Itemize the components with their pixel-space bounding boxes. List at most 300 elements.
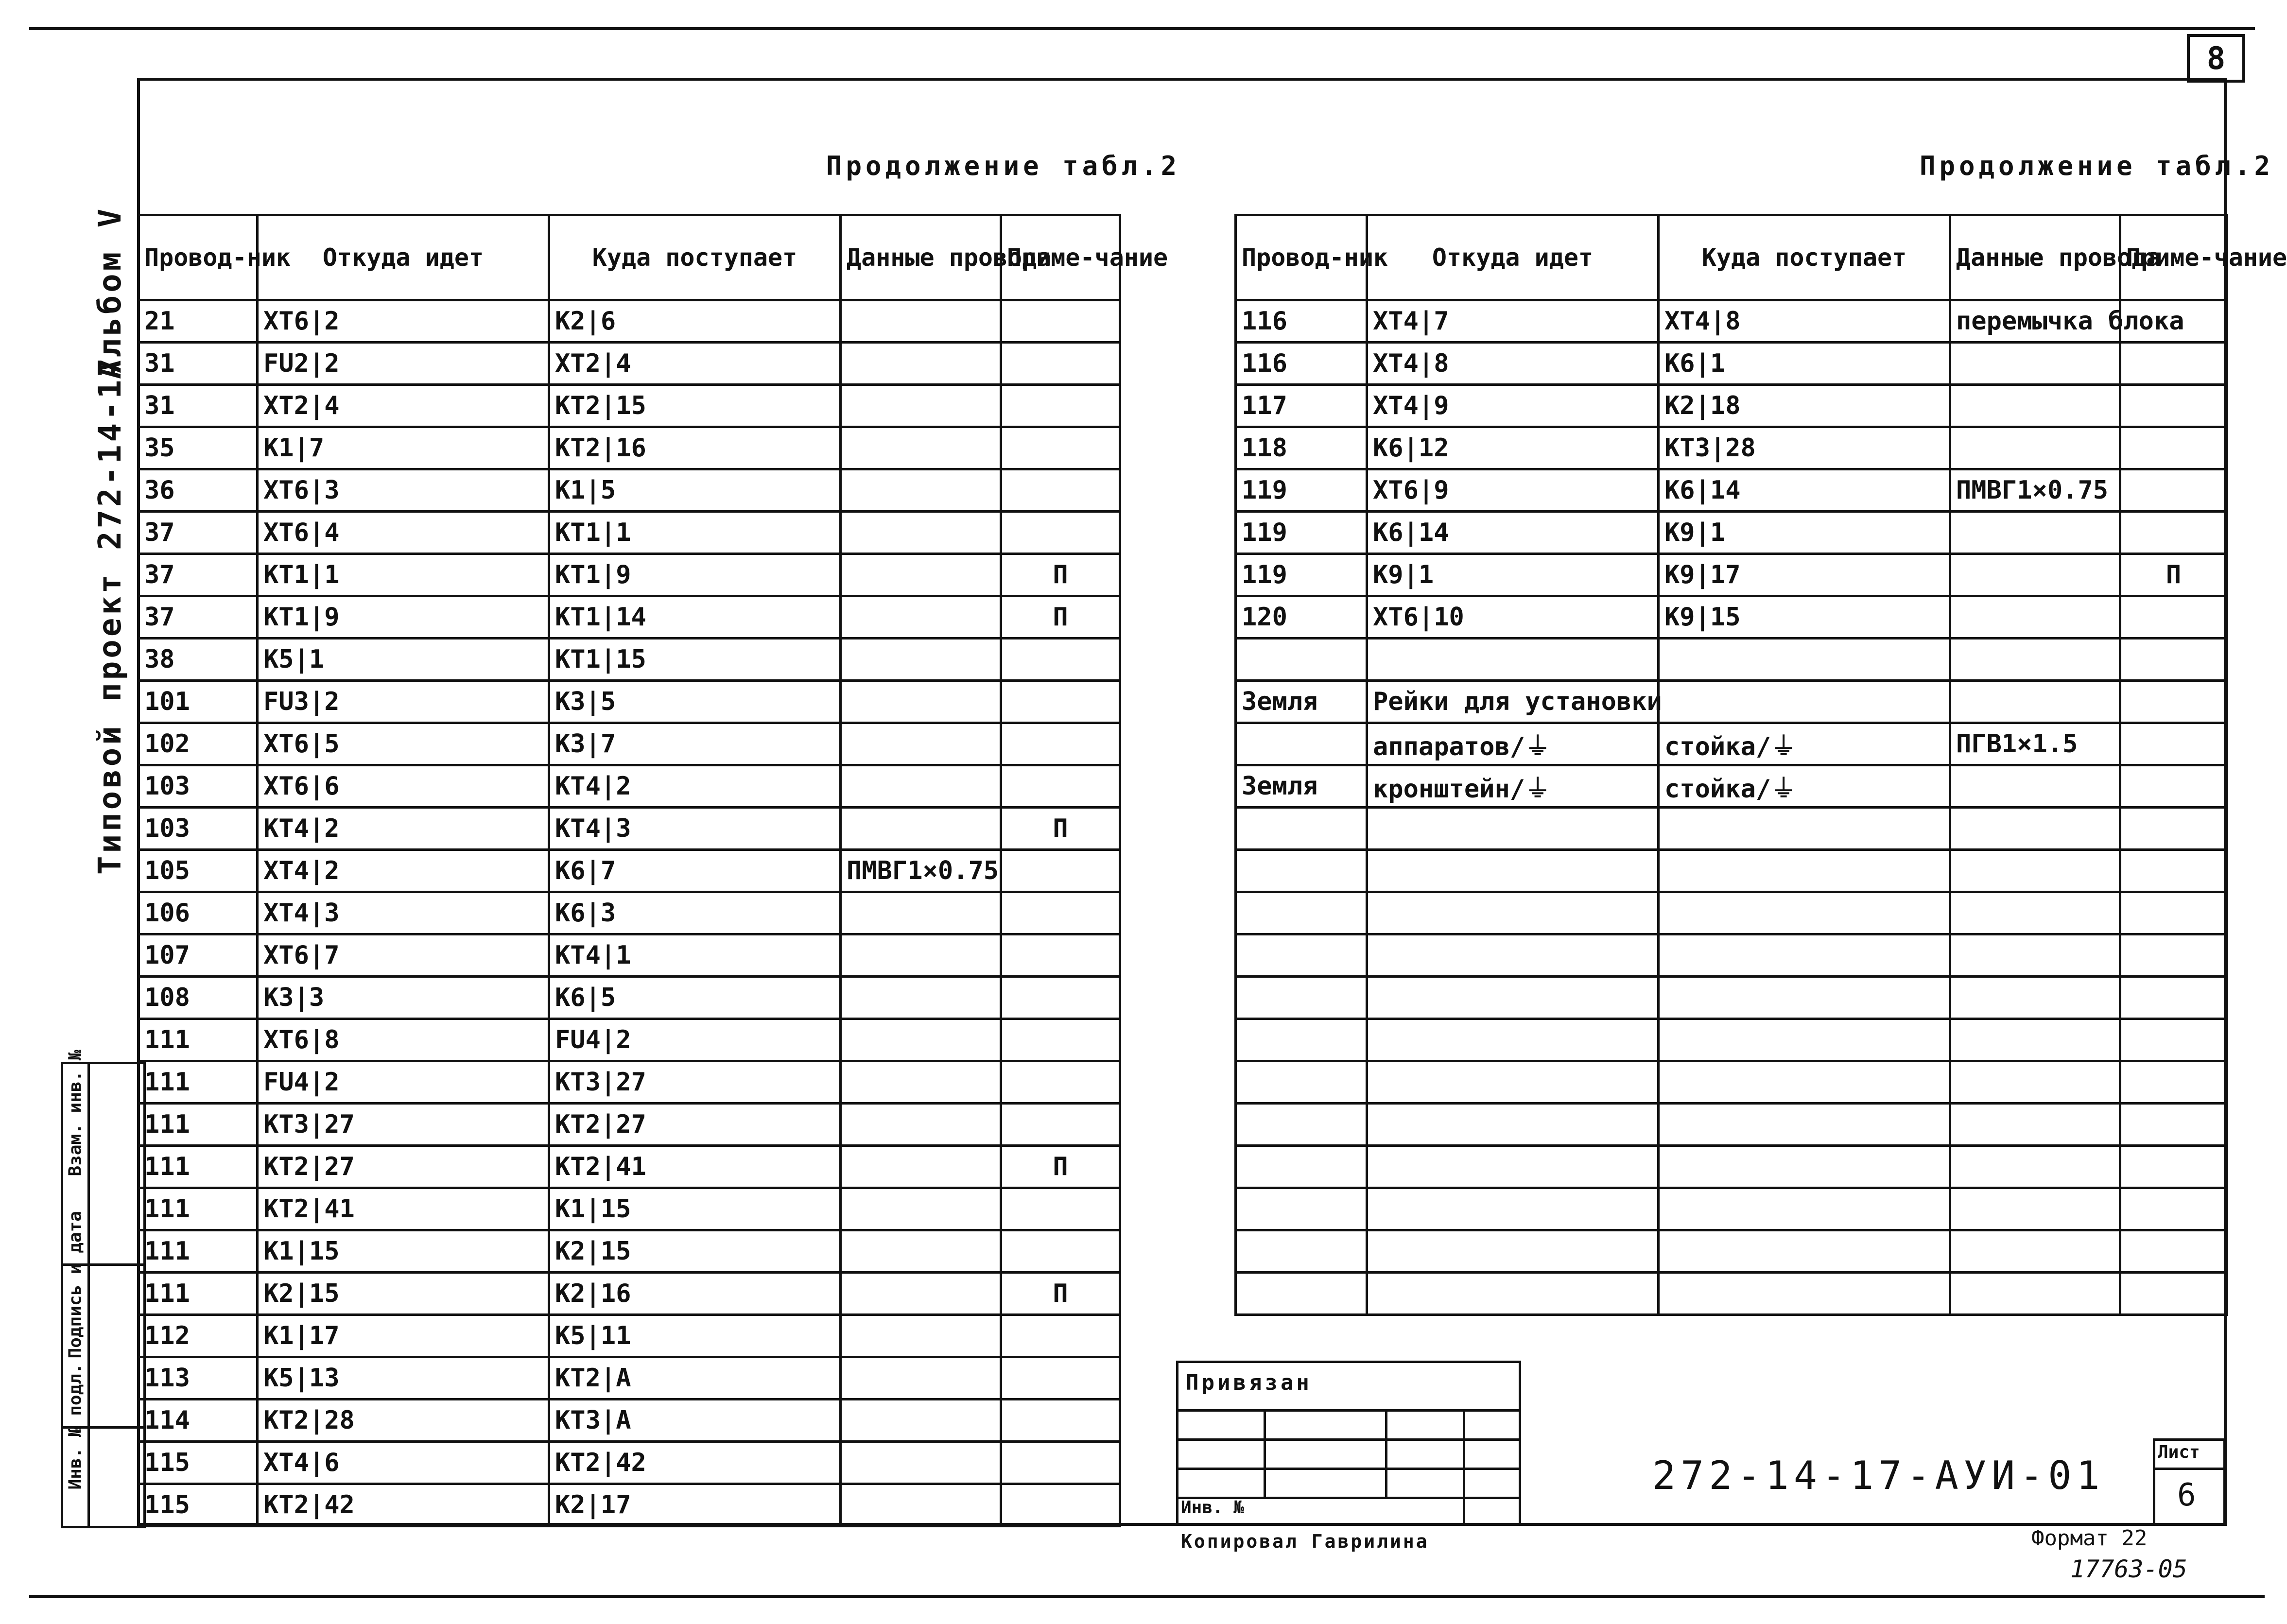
cell-to: K2|18 <box>1659 385 1950 427</box>
table-row <box>1236 934 2227 977</box>
cell-wire-data <box>841 1188 1001 1230</box>
cell-wire-data <box>1950 427 2120 469</box>
cell-wire-data <box>841 1104 1001 1146</box>
cell-from: K1|15 <box>258 1230 549 1273</box>
cell-from <box>1367 808 1659 850</box>
cell-note <box>1001 300 1120 343</box>
cell-note <box>2120 596 2227 639</box>
table-row <box>1236 1104 2227 1146</box>
col-to: Куда поступает <box>1659 215 1950 300</box>
cell-note <box>2120 977 2227 1019</box>
cell-from: XT4|8 <box>1367 343 1659 385</box>
cell-wire: 115 <box>139 1442 258 1484</box>
cell-from: FU3|2 <box>258 681 549 723</box>
cell-wire <box>1236 1188 1367 1230</box>
cell-wire: 119 <box>1236 469 1367 512</box>
album-label: Альбом V <box>92 206 128 379</box>
cell-to: KT1|14 <box>549 596 841 639</box>
cell-wire-data <box>1950 765 2120 808</box>
cell-note <box>2120 1061 2227 1104</box>
cell-wire: Земля <box>1236 681 1367 723</box>
cell-note <box>1001 427 1120 469</box>
cell-wire-data <box>841 1273 1001 1315</box>
stamp-inv-sub: Взам. инв. № <box>65 1049 86 1176</box>
cell-note: П <box>1001 596 1120 639</box>
cell-to: K2|15 <box>549 1230 841 1273</box>
cell-wire-data <box>841 1230 1001 1273</box>
cell-from: KT2|27 <box>258 1146 549 1188</box>
cell-from: кронштейн/⏚ <box>1367 765 1659 808</box>
cell-to <box>1659 1019 1950 1061</box>
cell-wire: 117 <box>1236 385 1367 427</box>
cell-note <box>1001 723 1120 765</box>
table-row <box>139 469 1120 512</box>
cell-wire: 35 <box>139 427 258 469</box>
cell-to: K5|11 <box>549 1315 841 1357</box>
cell-wire: 103 <box>139 765 258 808</box>
cell-note <box>2120 1188 2227 1230</box>
cell-wire-data <box>841 300 1001 343</box>
cell-wire: 114 <box>139 1399 258 1442</box>
cell-wire-data <box>1950 681 2120 723</box>
cell-wire-data <box>841 1019 1001 1061</box>
cell-wire-data <box>1950 1061 2120 1104</box>
table-row <box>139 554 1120 596</box>
cell-note <box>2120 1019 2227 1061</box>
cell-note: П <box>1001 1273 1120 1315</box>
cell-to <box>1659 1188 1950 1230</box>
cell-wire-data <box>1950 1230 2120 1273</box>
cell-wire: 111 <box>139 1188 258 1230</box>
cell-wire <box>1236 1230 1367 1273</box>
cell-to: K9|15 <box>1659 596 1950 639</box>
cell-to: K6|14 <box>1659 469 1950 512</box>
table-row <box>139 1061 1120 1104</box>
table-row <box>1236 1146 2227 1188</box>
cell-note: П <box>1001 1146 1120 1188</box>
cell-wire: 112 <box>139 1315 258 1357</box>
cell-note <box>1001 934 1120 977</box>
cell-note <box>2120 850 2227 892</box>
cell-wire-data <box>841 892 1001 934</box>
cell-wire: 31 <box>139 343 258 385</box>
cell-note <box>2120 1104 2227 1146</box>
cell-to <box>1659 808 1950 850</box>
stamp-line <box>1176 1468 1521 1470</box>
table-row <box>139 892 1120 934</box>
cell-to: K1|5 <box>549 469 841 512</box>
table-row <box>1236 469 2227 512</box>
cell-note <box>2120 892 2227 934</box>
cell-from <box>1367 892 1659 934</box>
cell-note <box>1001 1188 1120 1230</box>
cell-wire: Земля <box>1236 765 1367 808</box>
cell-from: K5|1 <box>258 639 549 681</box>
doc-code: 272-14-17-АУИ-01 <box>1652 1453 2105 1498</box>
cell-to: K2|16 <box>549 1273 841 1315</box>
inv-no-label: Инв. № <box>1181 1498 1245 1518</box>
table-row <box>139 1188 1120 1230</box>
cell-from: XT6|6 <box>258 765 549 808</box>
col-wire-data: Данные провода <box>1950 215 2120 300</box>
cell-wire-data <box>841 1061 1001 1104</box>
table-row <box>1236 850 2227 892</box>
cell-from <box>1367 1061 1659 1104</box>
cell-wire: 107 <box>139 934 258 977</box>
table-header <box>139 215 1120 300</box>
cell-note <box>2120 1273 2227 1315</box>
cell-to <box>1659 850 1950 892</box>
table-row <box>1236 427 2227 469</box>
cell-wire <box>1236 723 1367 765</box>
cell-to <box>1659 892 1950 934</box>
col-wire-data: Данные провода <box>841 215 1001 300</box>
cell-to: K3|7 <box>549 723 841 765</box>
cell-wire <box>1236 1061 1367 1104</box>
right-wire-table <box>1234 214 2287 1316</box>
col-note: Приме-чание <box>1001 215 1120 300</box>
table-row <box>139 427 1120 469</box>
cell-wire-data <box>1950 554 2120 596</box>
cell-to: KT3|28 <box>1659 427 1950 469</box>
cell-to: K9|1 <box>1659 512 1950 554</box>
cell-wire: 37 <box>139 596 258 639</box>
table-row <box>1236 1061 2227 1104</box>
top-rule <box>29 27 2255 30</box>
cell-wire <box>1236 892 1367 934</box>
cell-wire <box>1236 850 1367 892</box>
table-row <box>139 808 1120 850</box>
cell-wire-data <box>841 639 1001 681</box>
cell-to: KT2|27 <box>549 1104 841 1146</box>
cell-from: KT2|41 <box>258 1188 549 1230</box>
cell-from <box>1367 1146 1659 1188</box>
cell-to: K2|6 <box>549 300 841 343</box>
format-label: Формат 22 <box>2031 1526 2148 1551</box>
cell-from: K5|13 <box>258 1357 549 1399</box>
sheet-value: 6 <box>2177 1477 2196 1513</box>
cell-to: стойка/⏚ <box>1659 723 1950 765</box>
table-row <box>139 1357 1120 1399</box>
cell-note <box>2120 343 2227 385</box>
cell-from: K2|15 <box>258 1273 549 1315</box>
cell-note <box>1001 1442 1120 1484</box>
cell-from: XT4|9 <box>1367 385 1659 427</box>
cell-to: KT3|27 <box>549 1061 841 1104</box>
cell-wire-data <box>1950 1188 2120 1230</box>
cell-note <box>1001 1399 1120 1442</box>
cell-note <box>1001 1230 1120 1273</box>
cell-from <box>1367 639 1659 681</box>
cell-wire-data <box>841 1315 1001 1357</box>
cell-to: K9|17 <box>1659 554 1950 596</box>
cell-from: XT6|2 <box>258 300 549 343</box>
cell-note <box>2120 427 2227 469</box>
table-row <box>1236 1230 2227 1273</box>
cell-wire-data: ПМВГ1×0.75 <box>841 850 1001 892</box>
cell-from: K6|14 <box>1367 512 1659 554</box>
table-row <box>139 977 1120 1019</box>
cell-wire <box>1236 808 1367 850</box>
cell-note <box>1001 1061 1120 1104</box>
cell-from <box>1367 934 1659 977</box>
cell-note <box>1001 850 1120 892</box>
table-row <box>1236 765 2227 808</box>
cell-note <box>1001 385 1120 427</box>
cell-note: П <box>2120 554 2227 596</box>
cell-from: K1|7 <box>258 427 549 469</box>
cell-from: FU4|2 <box>258 1061 549 1104</box>
cell-wire: 106 <box>139 892 258 934</box>
cell-to: KT2|16 <box>549 427 841 469</box>
cell-from <box>1367 1230 1659 1273</box>
stamp-line <box>1176 1409 1521 1412</box>
cell-note <box>1001 765 1120 808</box>
cell-wire-data <box>1950 934 2120 977</box>
table-row <box>1236 681 2227 723</box>
cell-wire: 108 <box>139 977 258 1019</box>
table-row <box>1236 892 2227 934</box>
cell-wire: 116 <box>1236 300 1367 343</box>
stamp-signature: Подпись и дата <box>65 1210 86 1358</box>
cell-wire-data <box>841 765 1001 808</box>
cell-to: KT2|42 <box>549 1442 841 1484</box>
col-from: Откуда идет <box>258 215 549 300</box>
cell-wire-data <box>841 1442 1001 1484</box>
cell-from <box>1367 1104 1659 1146</box>
cell-to: KT2|A <box>549 1357 841 1399</box>
col-note: Приме-чание <box>2120 215 2227 300</box>
cell-from: KT2|42 <box>258 1484 549 1526</box>
cell-to: KT4|2 <box>549 765 841 808</box>
cell-note <box>1001 1315 1120 1357</box>
cell-to: K2|17 <box>549 1484 841 1526</box>
cell-wire-data <box>841 723 1001 765</box>
table-row <box>1236 300 2227 343</box>
cell-from: Рейки для установки <box>1367 681 1659 723</box>
cell-note <box>1001 977 1120 1019</box>
table-row <box>139 596 1120 639</box>
table-row <box>1236 512 2227 554</box>
cell-to: XT4|8 <box>1659 300 1950 343</box>
cell-wire: 103 <box>139 808 258 850</box>
table-row <box>139 934 1120 977</box>
cell-to <box>1659 934 1950 977</box>
cell-wire: 101 <box>139 681 258 723</box>
cell-wire-data <box>1950 1273 2120 1315</box>
cell-wire-data <box>841 934 1001 977</box>
cell-from <box>1367 977 1659 1019</box>
table-row <box>1236 1188 2227 1230</box>
table-row <box>1236 977 2227 1019</box>
cell-wire: 116 <box>1236 343 1367 385</box>
cell-wire-data <box>841 596 1001 639</box>
cell-to: KT3|A <box>549 1399 841 1442</box>
cell-wire: 102 <box>139 723 258 765</box>
cell-to: KT4|1 <box>549 934 841 977</box>
cell-to: стойка/⏚ <box>1659 765 1950 808</box>
table-row <box>1236 639 2227 681</box>
table-row <box>1236 343 2227 385</box>
col-to: Куда поступает <box>549 215 841 300</box>
cell-to: FU4|2 <box>549 1019 841 1061</box>
cell-note <box>2120 723 2227 765</box>
cell-note <box>1001 639 1120 681</box>
cell-note <box>1001 892 1120 934</box>
cell-wire-data <box>1950 512 2120 554</box>
cell-wire: 111 <box>139 1019 258 1061</box>
table-row <box>139 1484 1120 1526</box>
cell-wire-data <box>1950 977 2120 1019</box>
cell-to: KT1|9 <box>549 554 841 596</box>
cell-to <box>1659 681 1950 723</box>
cell-to: XT2|4 <box>549 343 841 385</box>
cell-from: XT6|7 <box>258 934 549 977</box>
cell-wire: 105 <box>139 850 258 892</box>
cell-note <box>1001 1484 1120 1526</box>
cell-from: XT4|6 <box>258 1442 549 1484</box>
cell-to: K6|3 <box>549 892 841 934</box>
cell-to: K1|15 <box>549 1188 841 1230</box>
cell-to <box>1659 1061 1950 1104</box>
cell-to: K6|5 <box>549 977 841 1019</box>
cell-wire: 111 <box>139 1061 258 1104</box>
cell-to <box>1659 639 1950 681</box>
cell-wire: 37 <box>139 554 258 596</box>
left-wire-table <box>137 214 1168 1527</box>
cell-to <box>1659 1104 1950 1146</box>
cell-note <box>2120 512 2227 554</box>
right-table-caption: Продолжение табл.2 <box>1920 151 2274 181</box>
cell-from: XT6|5 <box>258 723 549 765</box>
cell-note <box>1001 681 1120 723</box>
cell-note <box>1001 1104 1120 1146</box>
cell-wire-data <box>841 512 1001 554</box>
cell-note <box>2120 385 2227 427</box>
table-row <box>139 1146 1120 1188</box>
cell-wire <box>1236 934 1367 977</box>
cell-note <box>2120 1230 2227 1273</box>
cell-to: KT4|3 <box>549 808 841 850</box>
cell-wire <box>1236 639 1367 681</box>
cell-wire-data: перемычка блока <box>1950 300 2120 343</box>
cell-from: XT6|10 <box>1367 596 1659 639</box>
cell-wire-data <box>1950 639 2120 681</box>
cell-wire-data <box>841 1399 1001 1442</box>
cell-wire-data <box>1950 808 2120 850</box>
cell-from: K3|3 <box>258 977 549 1019</box>
cell-wire-data: ПГВ1×1.5 <box>1950 723 2120 765</box>
cell-from: XT6|4 <box>258 512 549 554</box>
cell-from: XT4|2 <box>258 850 549 892</box>
cell-note <box>1001 343 1120 385</box>
cell-note <box>1001 469 1120 512</box>
stamp-line <box>1385 1409 1387 1497</box>
cell-wire <box>1236 1273 1367 1315</box>
cell-note <box>1001 512 1120 554</box>
table-row <box>139 850 1120 892</box>
cell-wire: 36 <box>139 469 258 512</box>
cell-wire-data <box>841 977 1001 1019</box>
cell-wire-data: ПМВГ1×0.75 <box>1950 469 2120 512</box>
copied-by: Копировал Гаврилина <box>1181 1531 1429 1552</box>
table-row <box>1236 554 2227 596</box>
cell-note <box>2120 934 2227 977</box>
cell-wire-data <box>841 1484 1001 1526</box>
cell-to <box>1659 1230 1950 1273</box>
cell-note <box>2120 681 2227 723</box>
cell-to: K6|7 <box>549 850 841 892</box>
stamp-line <box>1463 1409 1465 1526</box>
cell-wire: 113 <box>139 1357 258 1399</box>
table-row <box>1236 1273 2227 1315</box>
cell-wire-data <box>841 385 1001 427</box>
cell-wire-data <box>841 427 1001 469</box>
sheet-number: 8 <box>2187 34 2245 83</box>
cell-from: XT4|3 <box>258 892 549 934</box>
cell-from: K1|17 <box>258 1315 549 1357</box>
privyazan-label: Привязан <box>1186 1370 1312 1395</box>
table-row <box>139 385 1120 427</box>
col-from: Откуда идет <box>1367 215 1659 300</box>
cell-note <box>2120 639 2227 681</box>
cell-from: XT4|7 <box>1367 300 1659 343</box>
table-row <box>1236 723 2227 765</box>
cell-wire: 38 <box>139 639 258 681</box>
cell-note: П <box>1001 554 1120 596</box>
cell-wire: 120 <box>1236 596 1367 639</box>
project-label: Типовой проект 272-14-17 <box>92 355 128 875</box>
stamp-inv-orig: Инв. № подл. <box>65 1363 86 1489</box>
cell-from: K9|1 <box>1367 554 1659 596</box>
cell-wire: 111 <box>139 1230 258 1273</box>
cell-wire-data <box>841 469 1001 512</box>
sheet-label: Лист <box>2158 1442 2200 1462</box>
col-wire: Провод-ник <box>139 215 258 300</box>
cell-wire-data <box>1950 1104 2120 1146</box>
cell-wire: 21 <box>139 300 258 343</box>
cell-wire: 115 <box>139 1484 258 1526</box>
cell-wire-data <box>841 681 1001 723</box>
cell-wire-data <box>1950 385 2120 427</box>
cell-to: K6|1 <box>1659 343 1950 385</box>
bottom-rule <box>29 1595 2265 1598</box>
cell-note: П <box>1001 808 1120 850</box>
cell-from: KT3|27 <box>258 1104 549 1146</box>
cell-from: XT6|3 <box>258 469 549 512</box>
cell-from: аппаратов/⏚ <box>1367 723 1659 765</box>
cell-from: K6|12 <box>1367 427 1659 469</box>
cell-wire: 31 <box>139 385 258 427</box>
cell-wire-data <box>841 343 1001 385</box>
cell-wire-data <box>841 1357 1001 1399</box>
cell-from: XT6|9 <box>1367 469 1659 512</box>
cell-to: KT1|15 <box>549 639 841 681</box>
cell-wire-data <box>1950 596 2120 639</box>
cell-note <box>2120 808 2227 850</box>
cell-wire-data <box>1950 1146 2120 1188</box>
cell-note <box>1001 1357 1120 1399</box>
cell-wire-data <box>1950 850 2120 892</box>
cell-note <box>2120 1146 2227 1188</box>
table-row <box>139 723 1120 765</box>
ref-number: 17763-05 <box>2070 1555 2187 1583</box>
cell-from: KT2|28 <box>258 1399 549 1442</box>
cell-wire-data <box>1950 1019 2120 1061</box>
cell-wire: 118 <box>1236 427 1367 469</box>
table-row <box>1236 1019 2227 1061</box>
table-row <box>139 1273 1120 1315</box>
